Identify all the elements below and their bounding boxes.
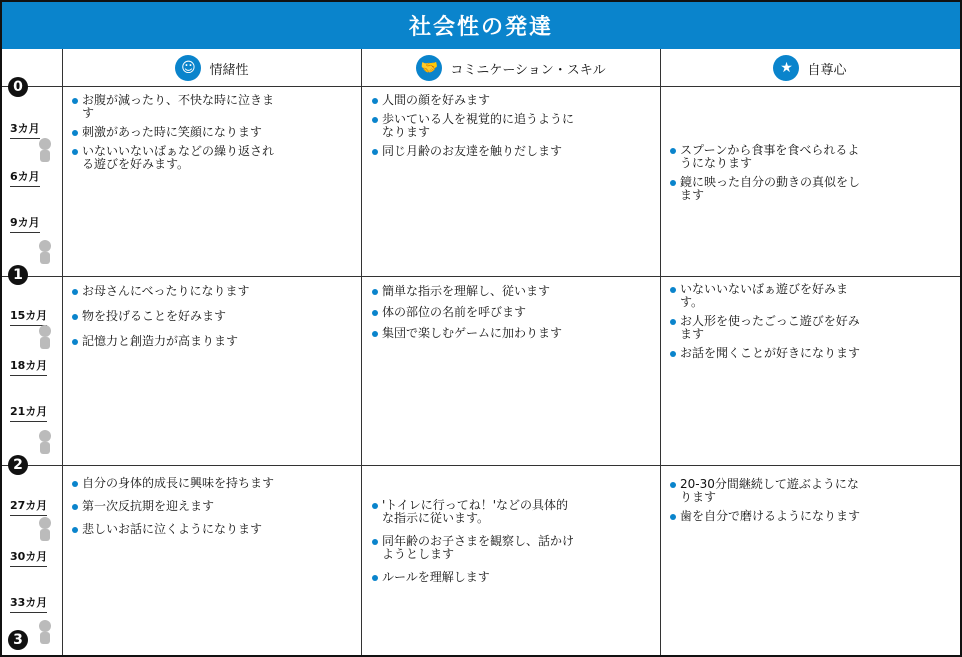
baby-icon (36, 138, 54, 164)
list-item: 20-30分間継続して遊ぶようになります (670, 478, 870, 504)
age-label: 3カ月 (10, 120, 62, 139)
divider (660, 49, 661, 655)
list-item: 同じ月齢のお友達を触りだします (372, 145, 582, 158)
baby-icon (36, 325, 54, 351)
faces-icon: ☺ (175, 55, 201, 81)
list-item: 歩いている人を視覚的に追うようになります (372, 113, 582, 139)
handshake-icon: 🤝 (416, 55, 442, 81)
cell-communication-1 (372, 285, 652, 346)
cell-emotional-2 (72, 477, 352, 542)
header-selfesteem (661, 50, 959, 86)
baby-icon (36, 240, 54, 266)
list-item: お腹が減ったり、不快な時に泣きます (72, 94, 282, 120)
list-item: いないいないばぁ遊びを好みます。 (670, 283, 870, 309)
divider (2, 465, 960, 466)
divider (2, 86, 960, 87)
header-label: 自尊心 (807, 62, 847, 78)
list-item: 集団で楽しむゲームに加わります (372, 327, 652, 340)
baby-icon (36, 620, 54, 646)
year-marker-2: 2 (8, 455, 28, 475)
list-item: お人形を使ったごっこ遊びを好みます (670, 315, 870, 341)
year-marker-0: 0 (8, 77, 28, 97)
header-emotional (63, 50, 361, 86)
age-label: 27カ月 (10, 497, 62, 516)
divider (2, 276, 960, 277)
list-item: スプーンから食事を食べられるようになります (670, 144, 870, 170)
divider (361, 49, 362, 655)
age-label: 30カ月 (10, 548, 62, 567)
list-item: 物を投げることを好みます (72, 310, 352, 323)
list-item: 同年齢のお子さまを観察し、話かけようとします (372, 535, 577, 561)
list-item: 歯を自分で磨けるようになります (670, 510, 870, 523)
baby-icon (36, 430, 54, 456)
list-item: いないいないばぁなどの繰り返される遊びを好みます。 (72, 145, 282, 171)
age-label: 6カ月 (10, 168, 62, 187)
list-item: 刺激があった時に笑顔になります (72, 126, 282, 139)
divider (62, 49, 63, 655)
list-item: 人間の顔を好みます (372, 94, 582, 107)
cell-emotional-1 (72, 285, 352, 354)
page-title: 社会性の発達 (2, 2, 960, 49)
cell-selfesteem-1 (670, 283, 870, 366)
year-marker-3: 3 (8, 630, 28, 650)
list-item: 自分の身体的成長に興味を持ちます (72, 477, 352, 490)
cell-selfesteem-0 (670, 144, 870, 208)
header-communication (362, 50, 660, 86)
list-item: 体の部位の名前を呼びます (372, 306, 652, 319)
cell-selfesteem-2 (670, 478, 870, 529)
baby-icon (36, 517, 54, 543)
cell-communication-0 (372, 94, 582, 164)
year-marker-1: 1 (8, 265, 28, 285)
age-label: 15カ月 (10, 307, 62, 326)
header-label: 情緒性 (209, 62, 249, 78)
list-item: お母さんにべったりになります (72, 285, 352, 298)
list-item: 記憶力と創造力が高まります (72, 335, 352, 348)
list-item: お話を聞くことが好きになります (670, 347, 870, 360)
list-item: 'トイレに行ってね！'などの具体的な指示に従います。 (372, 499, 577, 525)
age-label: 18カ月 (10, 357, 62, 376)
list-item: ルールを理解します (372, 571, 577, 584)
list-item: 簡単な指示を理解し、従います (372, 285, 652, 298)
list-item: 悲しいお話に泣くようになります (72, 523, 352, 536)
star-icon: ★ (773, 55, 799, 81)
age-label: 21カ月 (10, 403, 62, 422)
list-item: 第一次反抗期を迎えます (72, 500, 352, 513)
cell-emotional-0 (72, 94, 282, 177)
age-label: 9カ月 (10, 214, 62, 233)
cell-communication-2 (372, 499, 577, 590)
header-label: コミニケーション・スキル (450, 62, 606, 78)
list-item: 鏡に映った自分の動きの真似をします (670, 176, 870, 202)
age-label: 33カ月 (10, 594, 62, 613)
